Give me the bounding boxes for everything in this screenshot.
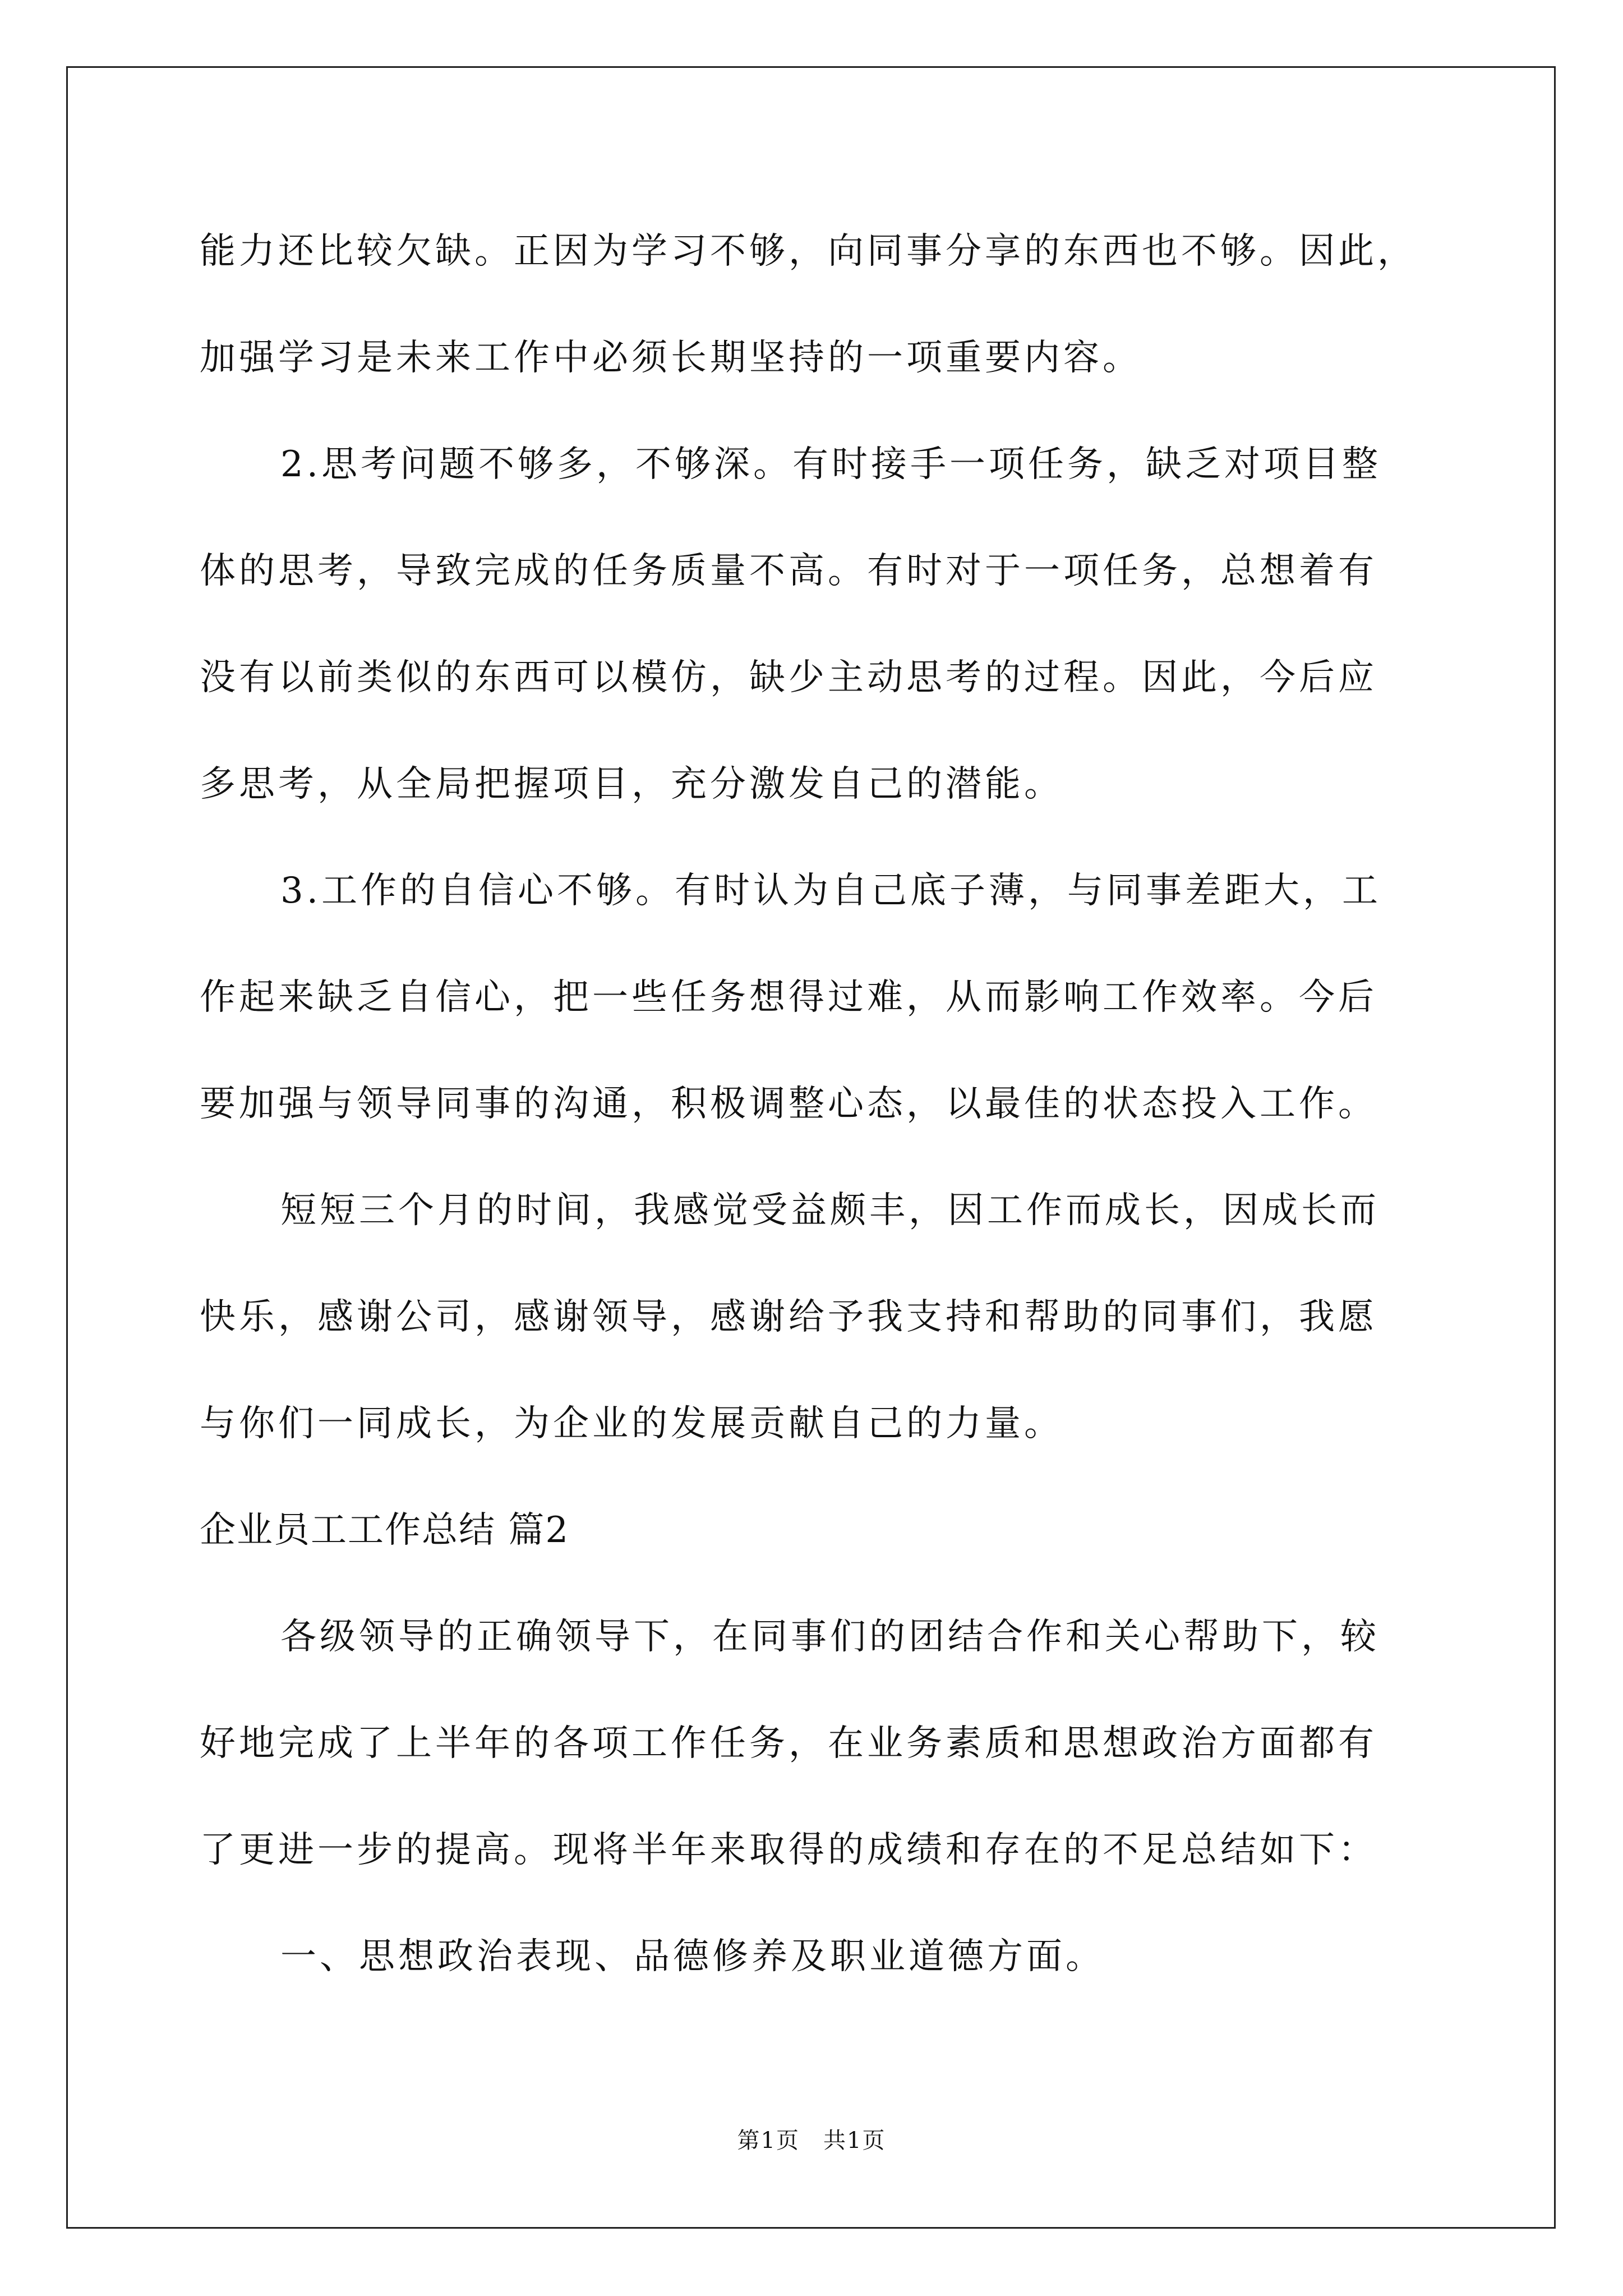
- page-border: [66, 66, 1556, 2229]
- text-line: 能力还比较欠缺。正因为学习不够，向同事分享的东西也不够。因此，: [200, 231, 1417, 272]
- text-line: 2.思考问题不够多，不够深。有时接手一项任务，缺乏对项目整: [280, 444, 1382, 485]
- text-line: 一、思想政治表现、品德修养及职业道德方面。: [280, 1936, 1105, 1977]
- text-line: 快乐，感谢公司，感谢领导，感谢给予我支持和帮助的同事们，我愿: [200, 1296, 1377, 1338]
- text-line: 没有以前类似的东西可以模仿，缺少主动思考的过程。因此，今后应: [200, 657, 1377, 698]
- text-line: 加强学习是未来工作中必须长期坚持的一项重要内容。: [200, 337, 1142, 379]
- page-footer: 第1页 共1页: [737, 2128, 886, 2154]
- section-heading: 企业员工工作总结 篇2: [200, 1510, 570, 1551]
- text-line: 短短三个月的时间，我感觉受益颇丰，因工作而成长，因成长而: [280, 1190, 1380, 1231]
- text-line: 3.工作的自信心不够。有时认为自己底子薄，与同事差距大，工: [280, 870, 1382, 912]
- text-line: 多思考，从全局把握项目，充分激发自己的潜能。: [200, 763, 1063, 805]
- text-line: 了更进一步的提高。现将半年来取得的成绩和存在的不足总结如下：: [200, 1829, 1377, 1871]
- text-line: 各级领导的正确领导下，在同事们的团结合作和关心帮助下，较: [280, 1616, 1380, 1658]
- text-line: 好地完成了上半年的各项工作任务，在业务素质和思想政治方面都有: [200, 1723, 1377, 1764]
- text-line: 作起来缺乏自信心，把一些任务想得过难，从而影响工作效率。今后: [200, 977, 1377, 1018]
- text-line: 与你们一同成长，为企业的发展贡献自己的力量。: [200, 1403, 1063, 1444]
- text-line: 体的思考，导致完成的任务质量不高。有时对于一项任务，总想着有: [200, 550, 1377, 592]
- text-line: 要加强与领导同事的沟通，积极调整心态，以最佳的状态投入工作。: [200, 1083, 1377, 1125]
